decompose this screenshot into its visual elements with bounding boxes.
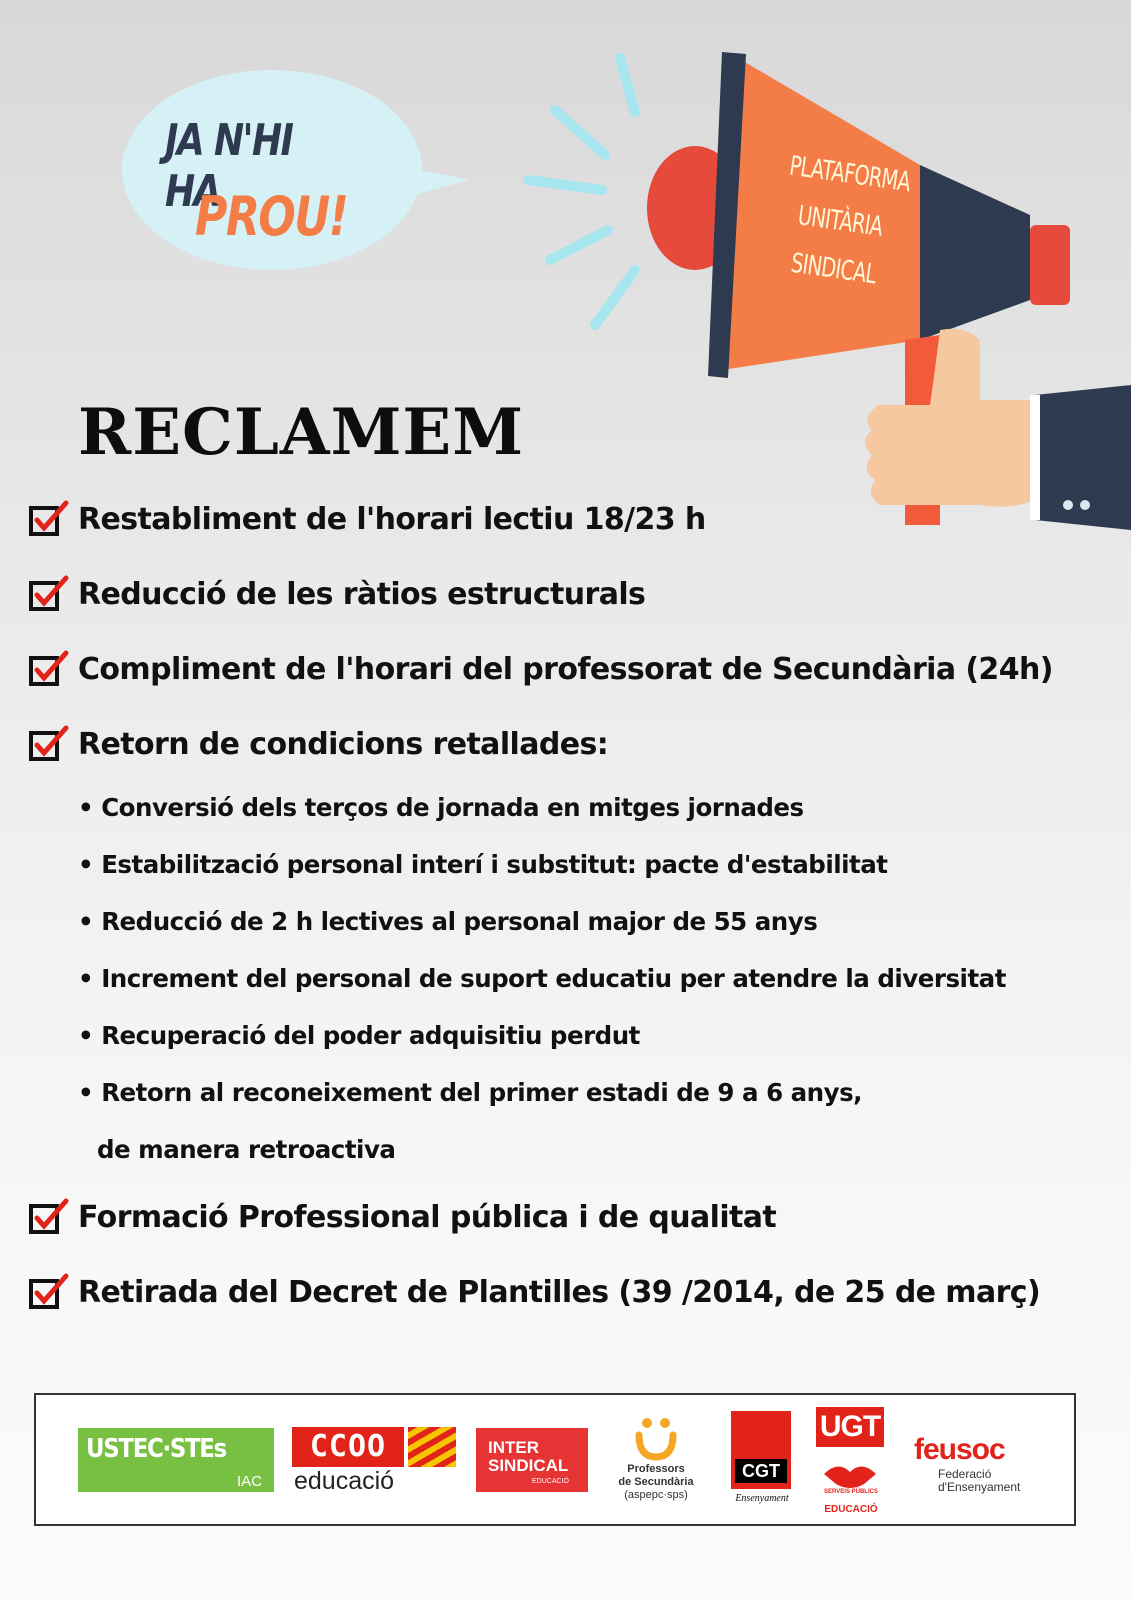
ustec-logo-name: USTEC·STEs [86, 1434, 226, 1464]
sub-demand-item: • Conversió dels terços de jornada en mitges jornades [78, 793, 804, 822]
demand-item [28, 1198, 776, 1236]
megaphone-label [751, 140, 929, 305]
ugt-line3: EDUCACIÓ [824, 1504, 878, 1515]
demand-text: Compliment de l'horari del professorat de Secundària (24h) [78, 651, 1053, 687]
demand-item [28, 500, 706, 538]
demand-item [28, 1273, 1040, 1311]
ugt-line2: SERVEIS PÚBLICS [824, 1489, 878, 1495]
cgt-logo-sub: Ensenyament [735, 1493, 789, 1504]
ugt-logo-name: UGT [816, 1407, 884, 1447]
professors-line2: de Secundària [618, 1476, 694, 1488]
feusoc-line2: d'Ensenyament [938, 1480, 1021, 1494]
ustec-logo-sub: IAC [236, 1473, 262, 1490]
demand-item [28, 725, 608, 763]
checkbox-icon [28, 575, 70, 613]
bubble-text-line2: PROU! [195, 185, 348, 248]
feusoc-line1: Federació [938, 1467, 992, 1481]
demand-text: Restabliment de l'horari lectiu 18/23 h [78, 501, 706, 537]
professors-line3: (aspepc·sps) [624, 1489, 688, 1501]
demand-text: Retorn de condicions retallades: [78, 726, 609, 762]
megaphone-label-line2: UNITÀRIA [795, 200, 885, 243]
intersindical-line2: SINDICAL [488, 1456, 569, 1475]
demand-text: Reducció de les ràtios estructurals [78, 576, 646, 612]
people-icon [634, 1415, 678, 1463]
catalan-flag-icon [408, 1427, 456, 1467]
bubble-text-line1: JA N'HI HA [165, 115, 293, 217]
checkbox-icon [28, 650, 70, 688]
megaphone-label-line1: PLATAFORMA [787, 150, 913, 199]
checkbox-icon [28, 725, 70, 763]
ccoo-logo-sub: educació [294, 1467, 395, 1495]
cgt-logo-name: CGT [735, 1459, 787, 1483]
checkbox-icon [28, 500, 70, 538]
sub-demand-item: • Increment del personal de suport educatiu per atendre la diversitat [78, 964, 1006, 993]
professors-secundaria-logo [606, 1415, 706, 1515]
demand-text: Retirada del Decret de Plantilles (39 /2014, de 25 de març) [78, 1274, 1041, 1310]
demand-text: Formació Professional pública i de qualitat [78, 1199, 777, 1235]
checkbox-icon [28, 1198, 70, 1236]
cgt-logo [731, 1411, 793, 1511]
feusoc-logo-name: feusoc [914, 1433, 1005, 1466]
sub-demand-item: • Retorn al reconeixement del primer estadi de 9 a 6 anys, [78, 1078, 862, 1107]
page-title: RECLAMEM [78, 395, 525, 470]
intersindical-line1: INTER [488, 1438, 539, 1457]
intersindical-line3: EDUCACIÓ [532, 1478, 569, 1485]
ccoo-logo [292, 1427, 457, 1497]
demand-item [28, 650, 1053, 688]
sound-lines [528, 58, 635, 325]
checkbox-icon [28, 1273, 70, 1311]
sub-demand-item: • Estabilització personal interí i substitut: pacte d'estabilitat [78, 850, 888, 879]
sub-demand-continuation: de manera retroactiva [97, 1135, 396, 1164]
ugt-logo [816, 1407, 886, 1521]
ccoo-logo-name: CCOO [292, 1427, 404, 1467]
feusoc-logo [914, 1433, 1044, 1493]
megaphone-label-line3: SINDICAL [789, 247, 878, 291]
sub-demand-item: • Recuperació del poder adquisitiu perdut [78, 1021, 640, 1050]
intersindical-logo [476, 1428, 588, 1492]
demand-item [28, 575, 645, 613]
sub-demand-item: • Reducció de 2 h lectives al personal major de 55 anys [78, 907, 818, 936]
ustec-logo [78, 1428, 274, 1492]
union-logos-box [34, 1393, 1076, 1526]
professors-line1: Professors [627, 1463, 685, 1475]
